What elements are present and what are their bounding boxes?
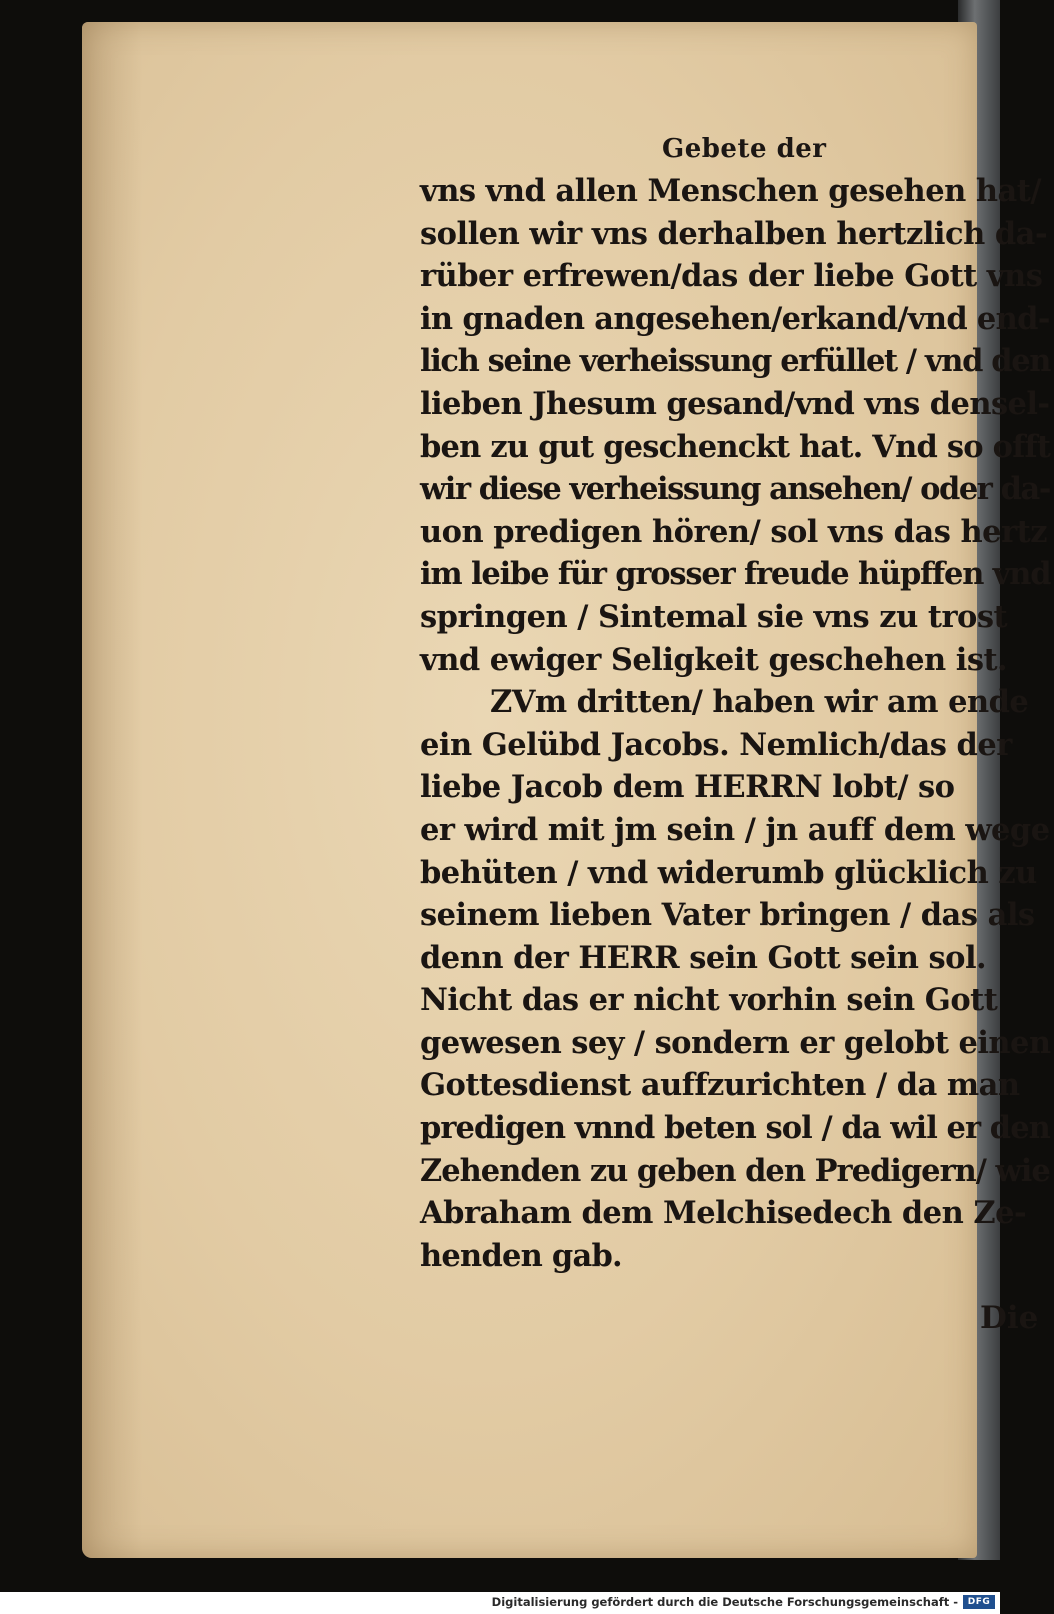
footer-credit: Digitalisierung gefördert durch die Deutsche Forschungsgemeinschaft -: [491, 1595, 958, 1609]
text-line: im leibe für grosser freude hüpffen vnd: [420, 556, 1051, 593]
text-line: in gnaden angesehen/erkand/vnd end-: [420, 300, 1050, 337]
text-line: ZVm dritten/ haben wir am ende: [490, 684, 1029, 721]
text-line: rüber erfrewen/das der liebe Gott vns: [420, 258, 1043, 295]
text-line: wir diese verheissung ansehen/ oder da-: [420, 471, 1050, 508]
body-text: [420, 170, 1054, 1277]
running-head: Gebete der: [662, 134, 827, 164]
text-line: sollen wir vns derhalben hertzlich da-: [420, 215, 1048, 252]
text-line: behüten / vnd widerumb glücklich zu: [420, 854, 1037, 891]
text-line: gewesen sey / sondern er gelobt einen: [420, 1024, 1051, 1061]
dfg-logo: DFG: [963, 1595, 995, 1609]
text-line: lieben Jhesum gesand/vnd vns densel-: [420, 385, 1050, 422]
text-line: Gottesdienst auffzurichten / da man: [420, 1067, 1020, 1104]
text-line: henden gab.: [420, 1237, 622, 1274]
text-line: Abraham dem Melchisedech den Ze-: [420, 1195, 1027, 1232]
text-line: predigen vnnd beten sol / da wil er den: [420, 1110, 1050, 1147]
text-line: er wird mit jm sein / jn auff dem wege: [420, 811, 1050, 848]
footer-bar: [0, 1592, 1000, 1614]
book-page: [82, 22, 1051, 1558]
text-line: lich seine verheissung erfüllet / vnd den: [420, 343, 1051, 380]
text-line: Zehenden zu geben den Predigern/ wie: [420, 1152, 1050, 1189]
text-line: springen / Sintemal sie vns zu trost: [420, 598, 1008, 635]
text-line: liebe Jacob dem HERRN lobt/ so: [420, 769, 955, 806]
text-line: Nicht das er nicht vorhin sein Gott: [420, 982, 998, 1019]
text-line: vns vnd allen Menschen gesehen hat/: [420, 173, 1041, 209]
text-line: uon predigen hören/ sol vns das hertz: [420, 513, 1048, 550]
text-line: ein Gelübd Jacobs. Nemlich/das der: [420, 726, 1012, 763]
text-line: vnd ewiger Seligkeit geschehen ist.: [420, 641, 1008, 678]
text-line: seinem lieben Vater bringen / das als: [420, 897, 1035, 934]
catchword: Die: [980, 1300, 1039, 1336]
text-line: ben zu gut geschenckt hat. Vnd so offt: [420, 428, 1051, 465]
text-line: denn der HERR sein Gott sein sol.: [420, 939, 987, 976]
